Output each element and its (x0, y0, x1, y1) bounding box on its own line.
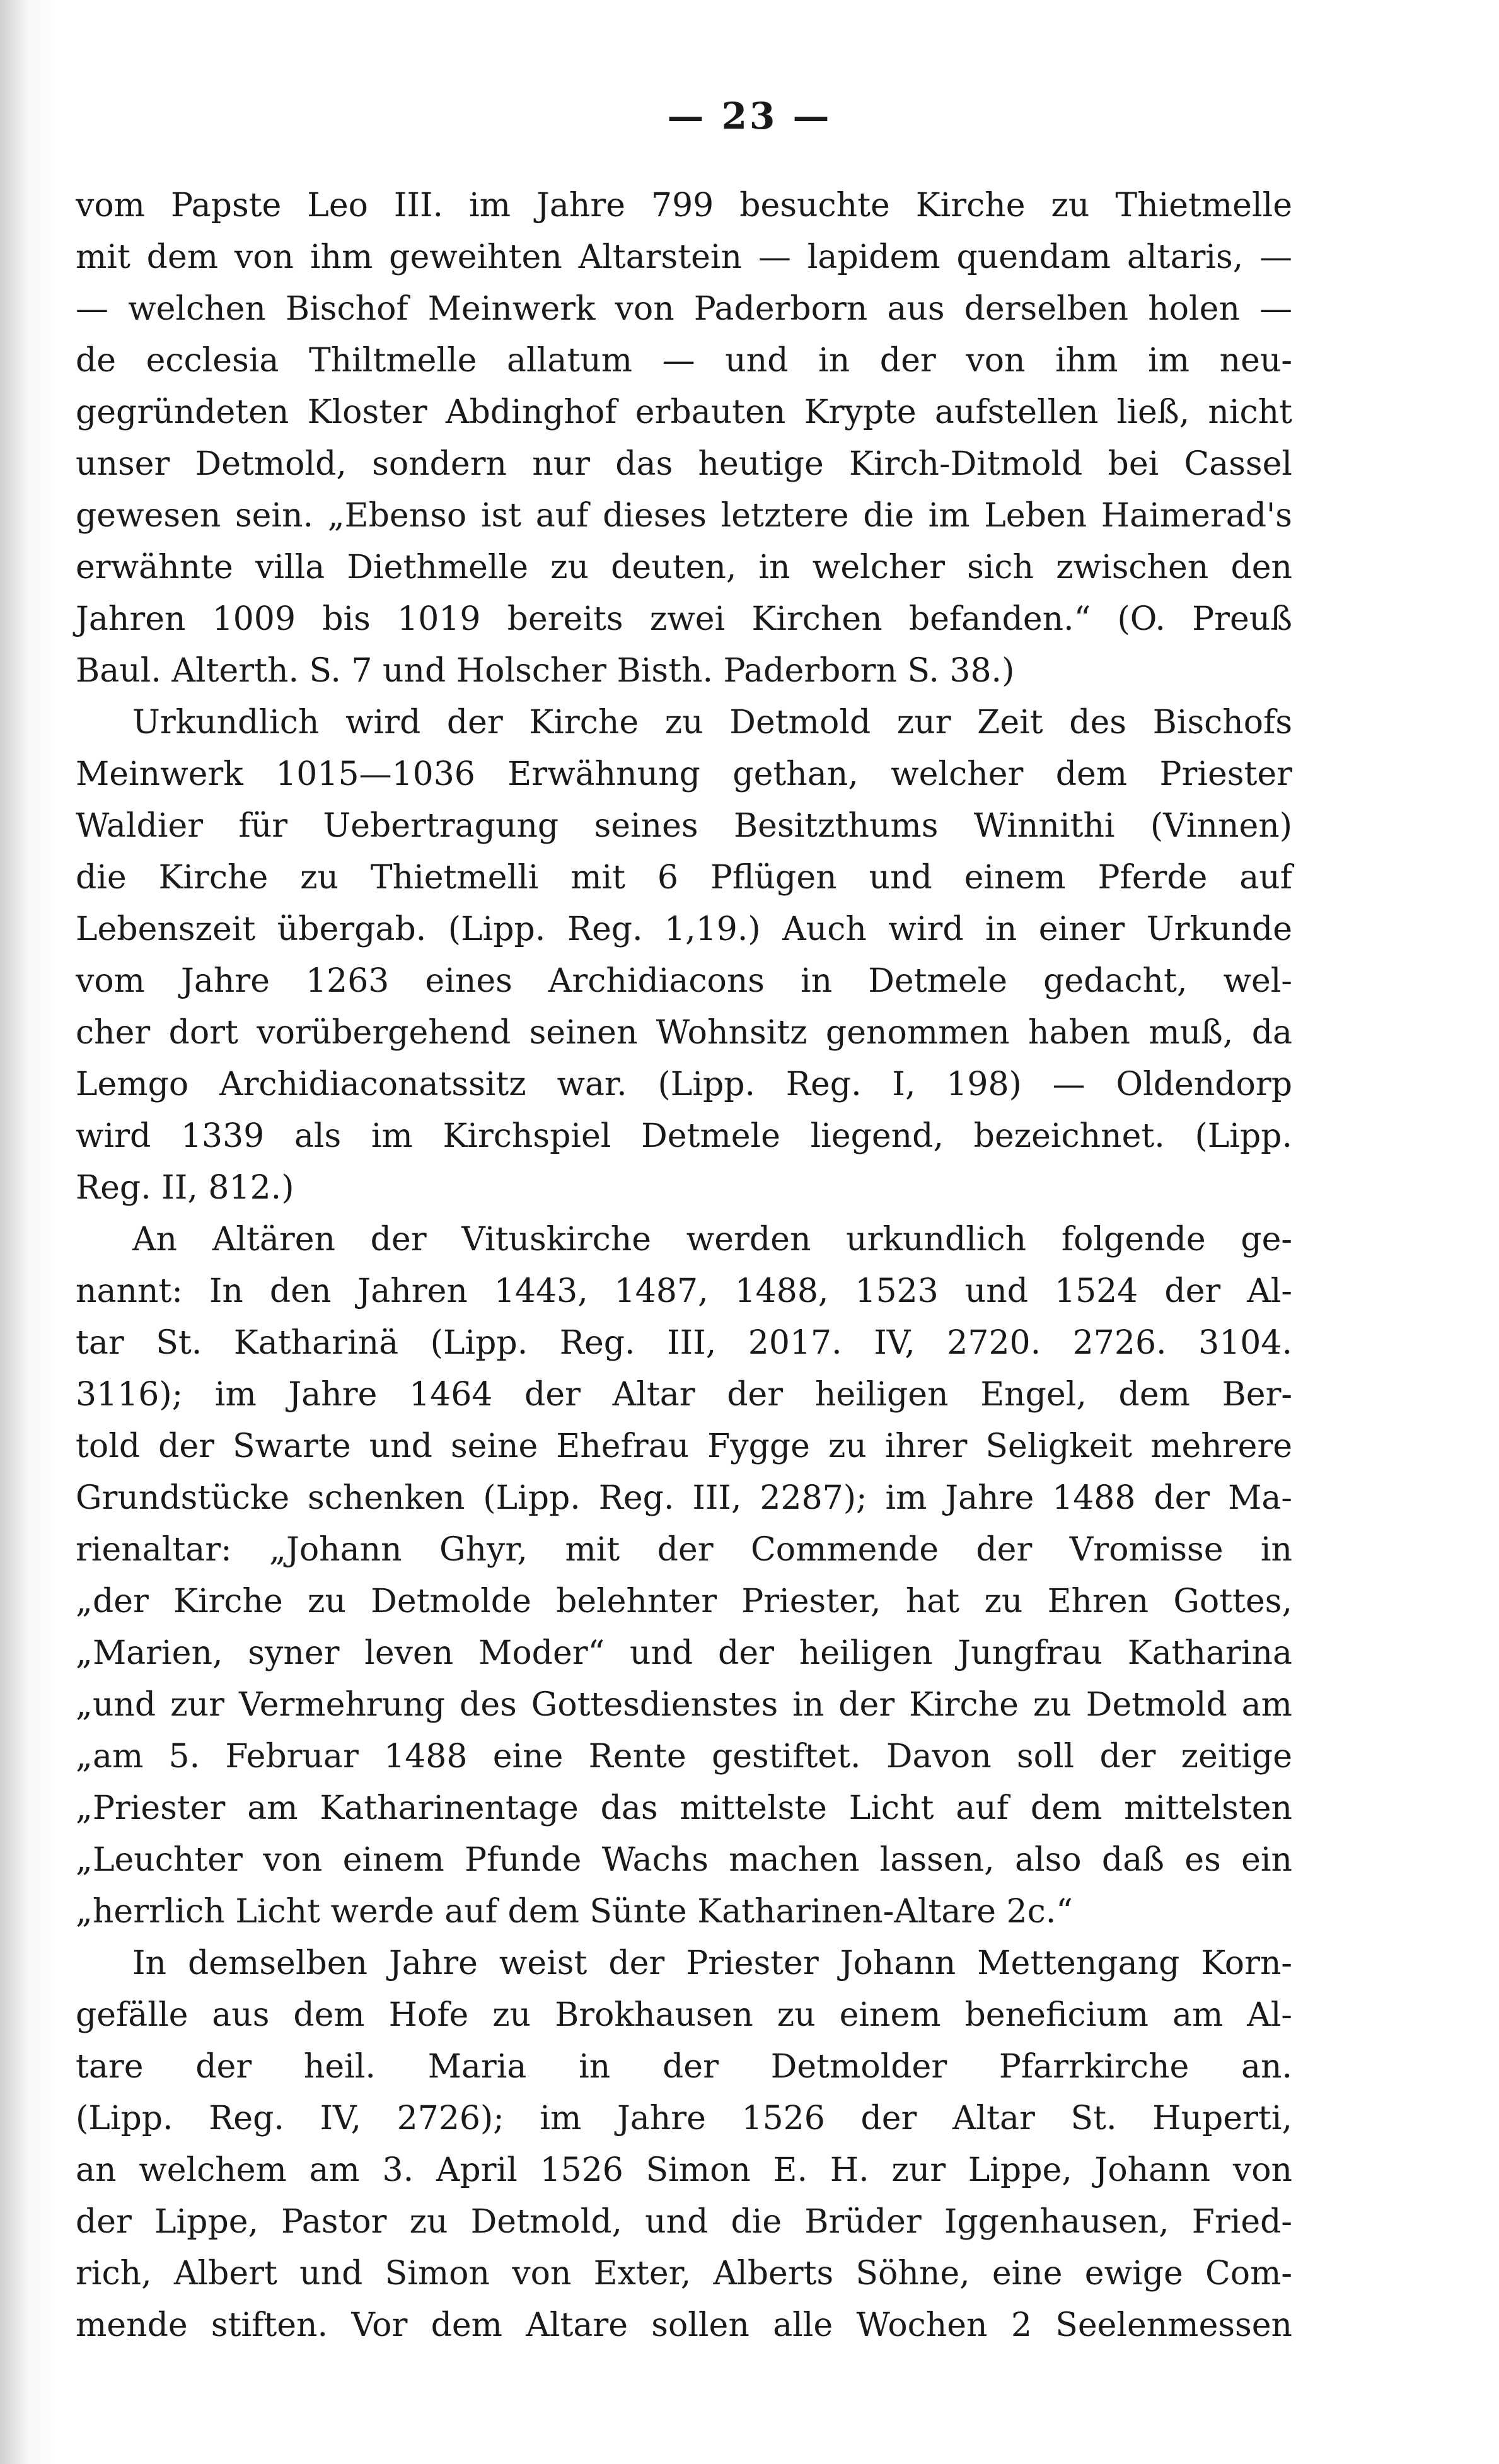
text-line: told der Swarte und seine Ehefrau Fygge zu ihrer Seligkeit mehrere (76, 1427, 1292, 1465)
text-line: An Altären der Vituskirche werden urkundlich folgende ge- (132, 1221, 1292, 1258)
text-line: „am 5. Februar 1488 eine Rente gestiftet. Davon soll der zeitige (76, 1738, 1292, 1775)
text-line: Lebenszeit übergab. (Lipp. Reg. 1,19.) Auch wird in einer Urkunde (76, 910, 1292, 948)
text-line: nannt: In den Jahren 1443, 1487, 1488, 1523 und 1524 der Al- (76, 1272, 1292, 1310)
text-line: Baul. Alterth. S. 7 und Holscher Bisth. Paderborn S. 38.) (76, 652, 1015, 690)
text-line: rich, Albert und Simon von Exter, Alberts Söhne, eine ewige Com- (76, 2255, 1292, 2293)
text-line: mende stiften. Vor dem Altare sollen alle Wochen 2 Seelenmessen (76, 2306, 1292, 2344)
text-line: der Lippe, Pastor zu Detmold, und die Brüder Iggenhausen, Fried- (76, 2203, 1292, 2241)
text-line: (Lipp. Reg. IV, 2726); im Jahre 1526 der Altar St. Huperti, (76, 2100, 1292, 2137)
text-line: erwähnte villa Diethmelle zu deuten, in welcher sich zwischen den (76, 549, 1292, 586)
text-line: — welchen Bischof Meinwerk von Paderborn aus derselben holen — (76, 290, 1292, 328)
text-line: 3116); im Jahre 1464 der Altar der heiligen Engel, dem Ber- (76, 1376, 1292, 1414)
text-line: vom Papste Leo III. im Jahre 799 besuchte Kirche zu Thietmelle (76, 187, 1292, 224)
text-line: tare der heil. Maria in der Detmolder Pfarrkirche an. (76, 2048, 1292, 2086)
text-line: Grundstücke schenken (Lipp. Reg. III, 2287); im Jahre 1488 der Ma- (76, 1479, 1292, 1517)
scan-shadow-edge (0, 0, 57, 2464)
text-line: Meinwerk 1015—1036 Erwähnung gethan, welcher dem Priester (76, 755, 1292, 793)
text-line: „und zur Vermehrung des Gottesdienstes in der Kirche zu Detmold am (76, 1686, 1292, 1724)
text-line: „der Kirche zu Detmolde belehnter Priester, hat zu Ehren Gottes, (76, 1583, 1292, 1620)
text-line: mit dem von ihm geweihten Altarstein — lapidem quendam altaris, — (76, 238, 1292, 276)
page-number: — 23 — (667, 95, 832, 137)
text-line: „Leuchter von einem Pfunde Wachs machen lassen, also daß es ein (76, 1841, 1292, 1879)
text-line: rienaltar: „Johann Ghyr, mit der Commende der Vromisse in (76, 1531, 1292, 1569)
text-line: Waldier für Uebertragung seines Besitzthums Winnithi (Vinnen) (76, 807, 1292, 845)
text-line: vom Jahre 1263 eines Archidiacons in Detmele gedacht, wel- (76, 962, 1292, 1000)
text-line: In demselben Jahre weist der Priester Johann Mettengang Korn- (132, 1944, 1292, 1982)
text-line: an welchem am 3. April 1526 Simon E. H. zur Lippe, Johann von (76, 2151, 1292, 2189)
text-line: „herrlich Licht werde auf dem Sünte Katharinen-Altare 2c.“ (76, 1893, 1073, 1931)
text-line: unser Detmold, sondern nur das heutige Kirch-Ditmold bei Cassel (76, 445, 1292, 483)
text-line: Urkundlich wird der Kirche zu Detmold zur Zeit des Bischofs (132, 704, 1292, 741)
text-line: gegründeten Kloster Abdinghof erbauten Krypte aufstellen ließ, nicht (76, 393, 1292, 431)
text-line: de ecclesia Thiltmelle allatum — und in der von ihm im neu- (76, 342, 1292, 380)
text-line: Reg. II, 812.) (76, 1169, 294, 1207)
text-line: cher dort vorübergehend seinen Wohnsitz genommen haben muß, da (76, 1014, 1292, 1052)
text-line: Lemgo Archidiaconatssitz war. (Lipp. Reg. I, 198) — Oldendorp (76, 1066, 1292, 1103)
text-line: gefälle aus dem Hofe zu Brokhausen zu einem beneficium am Al- (76, 1996, 1292, 2034)
text-line: gewesen sein. „Ebenso ist auf dieses letztere die im Leben Haimerad's (76, 497, 1292, 535)
text-line: tar St. Katharinä (Lipp. Reg. III, 2017. IV, 2720. 2726. 3104. (76, 1324, 1292, 1362)
text-line: „Priester am Katharinentage das mittelste Licht auf dem mittelsten (76, 1789, 1292, 1827)
text-line: die Kirche zu Thietmelli mit 6 Pflügen und einem Pferde auf (76, 859, 1292, 897)
text-line: Jahren 1009 bis 1019 bereits zwei Kirchen befanden.“ (O. Preuß (76, 600, 1292, 638)
text-line: wird 1339 als im Kirchspiel Detmele liegend, bezeichnet. (Lipp. (76, 1117, 1292, 1155)
text-line: „Marien, syner leven Moder“ und der heiligen Jungfrau Katharina (76, 1634, 1292, 1672)
body-text (76, 180, 1292, 2351)
